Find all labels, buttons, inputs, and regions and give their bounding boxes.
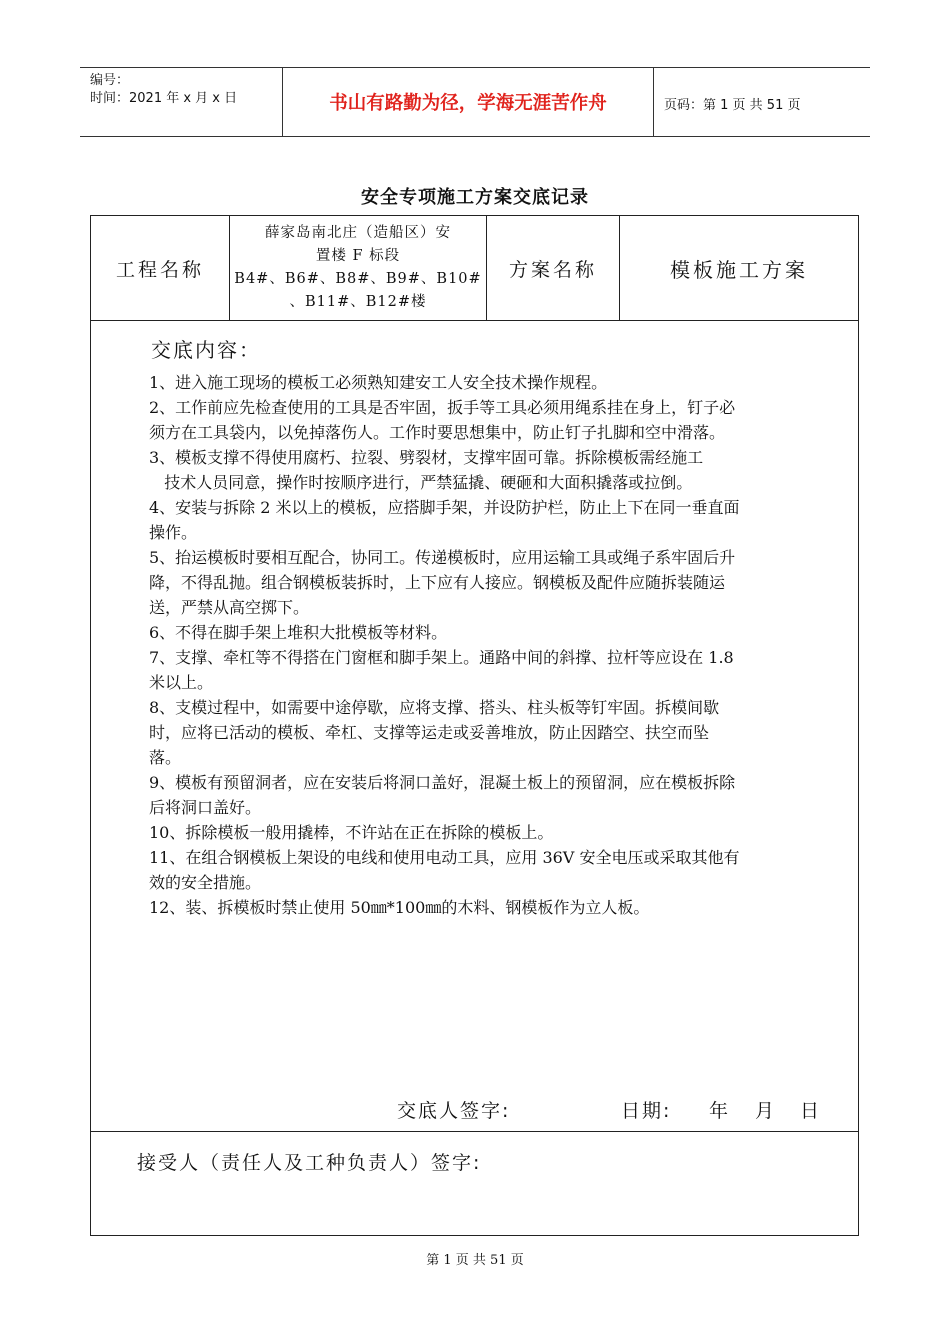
row-divider	[91, 1131, 858, 1132]
content-line: 9、模板有预留洞者，应在安装后将洞口盖好，混凝土板上的预留洞，应在模板拆除	[149, 773, 736, 792]
content-line: 技术人员同意，操作时按顺序进行，严禁猛撬、硬砸和大面积撬落或拉倒。	[149, 473, 693, 492]
disclosure-items	[149, 370, 853, 920]
discloser-signature-label: 交底人签字:	[397, 1100, 511, 1122]
content-line: 时，应将已活动的模板、牵杠、支撑等运走或妥善堆放，防止因踏空、扶空而坠	[149, 723, 710, 742]
content-line: 降，不得乱抛。组合钢模板装拆时，上下应有人接应。钢模板及配件应随拆装随运	[149, 573, 726, 592]
document-title: 安全专项施工方案交底记录	[361, 187, 589, 208]
content-line: 5、抬运模板时要相互配合，协同工。传递模板时，应用运输工具或绳子系牢固后升	[149, 548, 736, 567]
plan-name-label: 方案名称	[508, 258, 597, 281]
content-line: 米以上。	[149, 673, 214, 692]
content-line: 2、工作前应先检查使用的工具是否牢固，扳手等工具必须用绳系挂在身上，钉子必	[149, 398, 736, 417]
date-month: 月	[755, 1100, 777, 1122]
content-line: 4、安装与拆除 2 米以上的模板，应搭脚手架，并设防护栏，防止上下在同一垂直面	[149, 498, 740, 517]
content-line: 须方在工具袋内，以免掉落伤人。工作时要思想集中，防止钉子扎脚和空中滑落。	[149, 423, 726, 442]
date-year: 年	[709, 1100, 731, 1122]
content-line: 6、不得在脚手架上堆积大批模板等材料。	[149, 623, 448, 642]
document-number-label: 编号：	[90, 73, 130, 88]
content-line: 效的安全措施。	[149, 873, 262, 892]
document-time: 时间：2021 年 x 月 x 日	[90, 91, 238, 106]
row-divider	[91, 320, 858, 321]
content-line: 送，严禁从高空掷下。	[149, 598, 310, 617]
page-info: 页码：第 1 页 共 51 页	[664, 98, 801, 113]
project-name-line: 薛家岛南北庄（造船区）安	[264, 225, 451, 241]
project-name-line: B4#、B6#、B8#、B9#、B10#	[234, 271, 482, 287]
header-divider	[653, 68, 654, 136]
project-name-label: 工程名称	[115, 258, 204, 281]
page-footer: 第 1 页 共 51 页	[426, 1253, 524, 1268]
content-line: 操作。	[149, 523, 198, 542]
disclosure-record-table	[90, 215, 859, 1236]
content-line: 8、支模过程中，如需要中途停歇，应将支撑、搭头、柱头板等钉牢固。拆模间歇	[149, 698, 720, 717]
page-header	[80, 67, 870, 137]
content-line: 1、进入施工现场的模板工必须熟知建安工人安全技术操作规程。	[149, 373, 608, 392]
header-motto: 书山有路勤为径，学海无涯苦作舟	[329, 93, 607, 114]
content-heading: 交底内容：	[151, 338, 261, 362]
content-line: 10、拆除模板一般用撬棒，不许站在正在拆除的模板上。	[149, 823, 554, 842]
content-line: 后将洞口盖好。	[149, 798, 262, 817]
date-label: 日期:	[621, 1100, 672, 1122]
content-line: 7、支撑、牵杠等不得搭在门窗框和脚手架上。通路中间的斜撑、拉杆等应设在 1.8	[149, 648, 734, 667]
project-name-line: 置楼 F 标段	[315, 248, 401, 264]
header-meta	[90, 72, 237, 108]
content-line: 12、装、拆模板时禁止使用 50㎜*100㎜的木料、钢模板作为立人板。	[149, 898, 650, 917]
date-day: 日	[800, 1100, 822, 1122]
receiver-signature-label: 接受人（责任人及工种负责人）签字:	[137, 1152, 482, 1174]
content-line: 3、模板支撑不得使用腐朽、拉裂、劈裂材，支撑牢固可靠。拆除模板需经施工	[149, 448, 704, 467]
plan-name-value: 模板施工方案	[670, 257, 808, 282]
project-name-line: 、B11#、B12#楼	[289, 294, 427, 310]
content-line: 落。	[149, 748, 182, 767]
content-line: 11、在组合钢模板上架设的电线和使用电动工具，应用 36V 安全电压或采取其他有	[149, 848, 740, 867]
project-name-value	[230, 216, 486, 320]
